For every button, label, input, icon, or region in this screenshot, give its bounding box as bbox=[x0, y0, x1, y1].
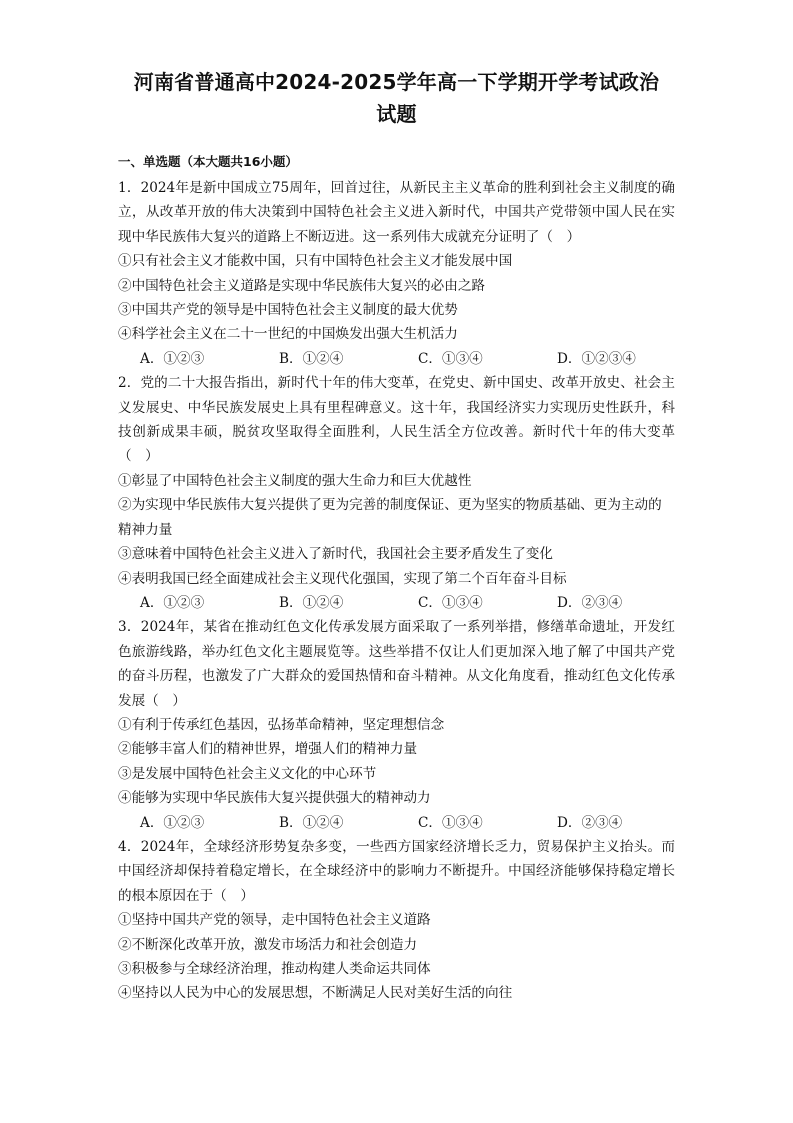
question-option: ③是发展中国特色社会主义文化的中心环节 bbox=[118, 765, 377, 782]
question-option: ④坚持以人民为中心的发展思想，不断满足人民对美好生活的向往 bbox=[118, 985, 513, 1002]
question-option: ③中国共产党的领导是中国特色社会主义制度的最大优势 bbox=[118, 302, 458, 319]
question-stem: 4．2024年，全球经济形势复杂多变，一些西方国家经济增长乏力，贸易保护主义抬头。而中国经济却保持着稳定增长，在全球经济中的影响力不断提升。中国经济能够保持稳定增长的根本原因在于（ ） bbox=[118, 838, 675, 904]
answer-choice-b: B．①②④ bbox=[279, 350, 344, 367]
answer-choice-a: A．①②③ bbox=[140, 594, 205, 611]
question-option: ②为实现中华民族伟大复兴提供了更为完善的制度保证、更为坚实的物质基础、更为主动的精神力量 bbox=[118, 497, 662, 538]
question-4 bbox=[118, 835, 675, 1006]
question-2 bbox=[118, 371, 675, 615]
question-1 bbox=[118, 176, 675, 371]
question-option: ①只有社会主义才能救中国，只有中国特色社会主义才能发展中国 bbox=[118, 253, 513, 270]
question-3 bbox=[118, 615, 675, 835]
answer-choice-d: D．②③④ bbox=[557, 594, 623, 611]
title-line-1: 河南省普通高中2024-2025学年高一下学期开学考试政治 bbox=[133, 70, 660, 94]
question-stem: 1．2024年是新中国成立75周年，回首过往，从新民主主义革命的胜利到社会主义制度的确立，从改革开放的伟大决策到中国特色社会主义进入新时代，中国共产党带领中国人民在实现中华民族伟大复兴的道路上不断迈进。这一系列伟大成就充分证明了（ ） bbox=[118, 180, 675, 245]
question-option: ④表明我国已经全面建成社会主义现代化强国，实现了第二个百年奋斗目标 bbox=[118, 570, 567, 587]
question-stem: 2．党的二十大报告指出，新时代十年的伟大变革，在党史、新中国史、改革开放史、社会主义发展史、中华民族发展史上具有里程碑意义。这十年，我国经济实力实现历史性跃升，科技创新成果丰硕，脱贫攻坚取得全面胜利，人民生活全方位改善。新时代十年的伟大变革（ ） bbox=[118, 375, 675, 465]
answer-choice-c: C．①③④ bbox=[418, 350, 483, 367]
question-option: ④科学社会主义在二十一世纪的中国焕发出强大生机活力 bbox=[118, 326, 458, 343]
question-option: ①坚持中国共产党的领导，走中国特色社会主义道路 bbox=[118, 912, 431, 929]
question-option: ②能够丰富人们的精神世界，增强人们的精神力量 bbox=[118, 741, 418, 758]
question-option: ③积极参与全球经济治理，推动构建人类命运共同体 bbox=[118, 961, 431, 977]
answer-choice-b: B．①②④ bbox=[279, 814, 344, 831]
answer-choice-a: A．①②③ bbox=[140, 350, 205, 367]
question-option: ②不断深化改革开放，激发市场活力和社会创造力 bbox=[118, 936, 418, 953]
question-option: ①彰显了中国特色社会主义制度的强大生命力和巨大优越性 bbox=[118, 472, 472, 489]
question-option: ③意味着中国特色社会主义进入了新时代，我国社会主要矛盾发生了变化 bbox=[118, 546, 553, 563]
answer-choice-d: D．②③④ bbox=[557, 814, 623, 831]
answer-choices bbox=[118, 811, 675, 835]
document-title bbox=[118, 66, 675, 130]
question-option: ①有利于传承红色基因，弘扬革命精神，坚定理想信念 bbox=[118, 716, 445, 733]
answer-choice-a: A．①②③ bbox=[140, 814, 205, 831]
answer-choices bbox=[118, 591, 675, 615]
answer-choices bbox=[118, 347, 675, 371]
section-heading: 一、单选题（本大题共16小题） bbox=[118, 154, 298, 169]
answer-choice-c: C．①③④ bbox=[418, 814, 483, 831]
answer-choice-c: C．①③④ bbox=[418, 594, 483, 611]
answer-choice-d: D．①②③④ bbox=[557, 350, 636, 367]
answer-choice-b: B．①②④ bbox=[279, 594, 344, 611]
question-stem: 3．2024年，某省在推动红色文化传承发展方面采取了一系列举措，修缮革命遗址，开发红色旅游线路，举办红色文化主题展览等。这些举措不仅让人们更加深入地了解了中国共产党的奋斗历程，也激发了广大群众的爱国热情和奋斗精神。从文化角度看，推动红色文化传承发展（ ） bbox=[118, 619, 675, 709]
title-line-2: 试题 bbox=[376, 102, 417, 126]
question-option: ②中国特色社会主义道路是实现中华民族伟大复兴的必由之路 bbox=[118, 277, 486, 294]
question-option: ④能够为实现中华民族伟大复兴提供强大的精神动力 bbox=[118, 790, 431, 807]
